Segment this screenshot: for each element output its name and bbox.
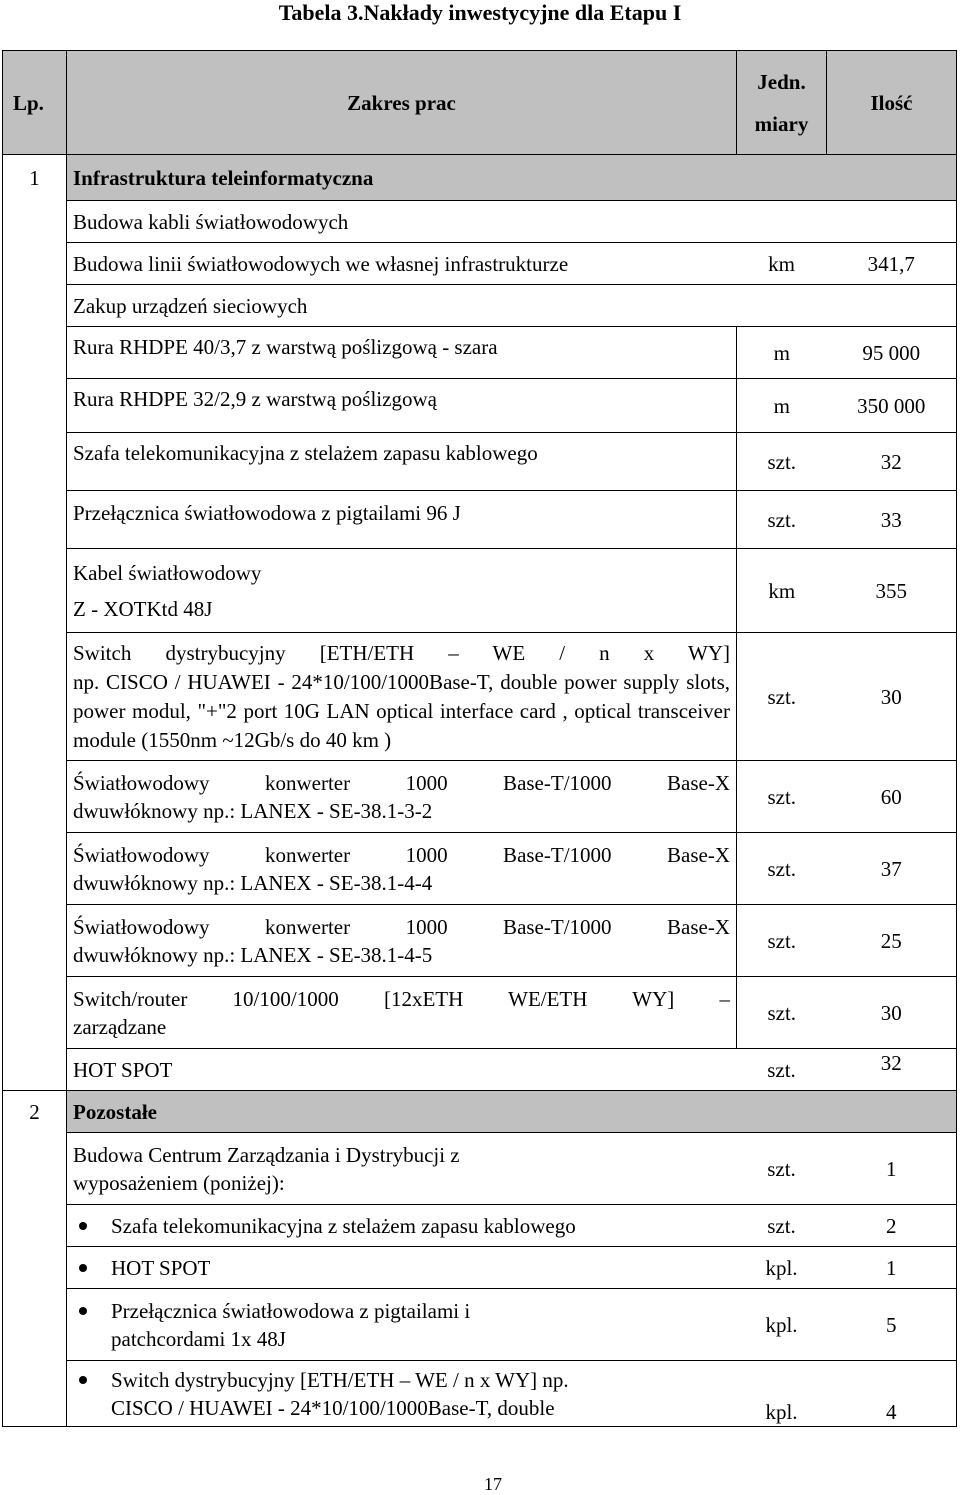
row-unit: szt. — [737, 761, 827, 833]
table-row — [3, 1049, 957, 1091]
header-scope: Zakres prac — [67, 51, 737, 155]
row-desc — [67, 1205, 737, 1247]
row-desc-line2: dwuwłóknowy np.: LANEX - SE-38.1-4-5 — [73, 942, 433, 967]
section-lp: 2 — [3, 1091, 67, 1133]
row-unit: szt. — [737, 1049, 827, 1091]
row-desc-line2: dwuwłóknowy np.: LANEX - SE-38.1-4-4 — [73, 870, 433, 895]
table-row — [3, 1205, 957, 1247]
table-row — [3, 491, 957, 549]
row-qty: 30 — [827, 633, 957, 761]
row-desc-line1: Kabel światłowodowy — [73, 560, 262, 585]
table-row — [3, 243, 957, 285]
row-qty: 95 000 — [827, 327, 957, 379]
row-desc: Rura RHDPE 32/2,9 z warstwą poślizgową — [67, 379, 737, 433]
table-row — [3, 1361, 957, 1427]
row-desc-line2: wyposażeniem (poniżej): — [73, 1170, 285, 1195]
table-row — [3, 379, 957, 433]
row-desc: Budowa kabli światłowodowych — [67, 201, 957, 243]
row-unit: szt. — [737, 433, 827, 491]
bullet-text-line1: Przełącznica światłowodowa z pigtailami i — [111, 1298, 471, 1323]
row-unit: m — [737, 379, 827, 433]
table-row — [3, 1247, 957, 1289]
row-desc — [67, 1133, 737, 1205]
row-desc — [67, 1247, 737, 1289]
table-row — [3, 433, 957, 491]
row-desc — [67, 833, 737, 905]
row-qty: 355 — [827, 549, 957, 633]
section-row — [3, 1091, 957, 1133]
table-row — [3, 549, 957, 633]
section-label: Pozostałe — [67, 1091, 957, 1133]
row-desc — [67, 1361, 737, 1427]
table-row — [3, 201, 957, 243]
bullet-text-line1: Switch dystrybucyjny [ETH/ETH – WE / n x WY] np. — [111, 1367, 569, 1392]
table-row — [3, 285, 957, 327]
row-desc — [67, 549, 737, 633]
row-qty: 37 — [827, 833, 957, 905]
row-qty: 30 — [827, 977, 957, 1049]
section-lp: 1 — [3, 155, 67, 201]
row-desc: Przełącznica światłowodowa z pigtailami 96 J — [67, 491, 737, 549]
row-qty: 4 — [827, 1361, 957, 1427]
row-unit: szt. — [737, 1205, 827, 1247]
row-desc — [67, 633, 737, 761]
bullet-icon — [79, 1222, 87, 1230]
row-qty: 1 — [827, 1133, 957, 1205]
table-row — [3, 905, 957, 977]
table-header-row — [3, 51, 957, 155]
table-row — [3, 633, 957, 761]
table-row — [3, 761, 957, 833]
table-title: Tabela 3.Nakłady inwestycyjne dla Etapu I — [278, 0, 682, 25]
table-row — [3, 1133, 957, 1205]
row-qty: 32 — [827, 433, 957, 491]
row-desc-line2: zarządzane — [73, 1014, 167, 1039]
row-qty: 350 000 — [827, 379, 957, 433]
row-desc: Budowa linii światłowodowych we własnej infrastrukturze — [67, 243, 737, 285]
bullet-text: HOT SPOT — [111, 1255, 211, 1280]
row-desc-line1: Światłowodowy konwerter 1000 Base-T/1000 Base-X — [73, 842, 730, 867]
row-qty: 5 — [827, 1289, 957, 1361]
row-desc: Rura RHDPE 40/3,7 z warstwą poślizgową - szara — [67, 327, 737, 379]
header-lp: Lp. — [3, 51, 67, 155]
section-label: Infrastruktura teleinformatyczna — [67, 155, 957, 201]
row-unit: kpl. — [737, 1247, 827, 1289]
row-desc-rest: np. CISCO / HUAWEI - 24*10/100/1000Base-T, double power supply slots, power modul, "+"2 port 10G LAN optical interface card , optical transceiver module (1550nm ~12Gb/s do 40 km ) — [73, 669, 730, 752]
row-desc-line1: Switch dystrybucyjny [ETH/ETH – WE / n x WY] — [73, 640, 730, 665]
bullet-text-line2: patchcordami 1x 48J — [111, 1326, 286, 1351]
row-desc-line1: Światłowodowy konwerter 1000 Base-T/1000 Base-X — [73, 770, 730, 795]
section-row — [3, 155, 957, 201]
row-unit: szt. — [737, 833, 827, 905]
row-qty: 60 — [827, 761, 957, 833]
header-unit — [737, 51, 827, 155]
row-qty: 1 — [827, 1247, 957, 1289]
row-unit: szt. — [737, 633, 827, 761]
row-desc — [67, 761, 737, 833]
header-qty: Ilość — [827, 51, 957, 155]
row-desc: Szafa telekomunikacyjna z stelażem zapasu kablowego — [67, 433, 737, 491]
investment-table — [2, 50, 957, 1427]
row-unit: kpl. — [737, 1289, 827, 1361]
row-desc — [67, 1289, 737, 1361]
row-unit: kpl. — [737, 1361, 827, 1427]
header-unit-line2: miary — [754, 111, 809, 136]
row-desc-line1: Switch/router 10/100/1000 [12xETH WE/ETH WY] – — [73, 986, 730, 1011]
row-unit: km — [737, 243, 827, 285]
row-desc: HOT SPOT — [67, 1049, 737, 1091]
bullet-text-line2: CISCO / HUAWEI - 24*10/100/1000Base-T, double — [111, 1395, 555, 1420]
table-row — [3, 833, 957, 905]
bullet-icon — [79, 1264, 87, 1272]
row-qty: 25 — [827, 905, 957, 977]
row-qty: 32 — [827, 1049, 957, 1091]
bullet-text: Szafa telekomunikacyjna z stelażem zapasu kablowego — [111, 1213, 576, 1238]
row-desc: Zakup urządzeń sieciowych — [67, 285, 957, 327]
row-unit: m — [737, 327, 827, 379]
row-unit: szt. — [737, 1133, 827, 1205]
row-desc — [67, 977, 737, 1049]
table-row — [3, 327, 957, 379]
row-desc — [67, 905, 737, 977]
row-qty: 33 — [827, 491, 957, 549]
bullet-icon — [79, 1376, 87, 1384]
header-unit-line1: Jedn. — [757, 69, 806, 94]
row-desc-line1: Budowa Centrum Zarządzania i Dystrybucji z — [73, 1142, 460, 1167]
page-number: 17 — [484, 1474, 502, 1494]
bullet-icon — [79, 1307, 87, 1315]
table-row — [3, 977, 957, 1049]
row-desc-line1: Światłowodowy konwerter 1000 Base-T/1000 Base-X — [73, 914, 730, 939]
row-desc-line2: Z - XOTKtd 48J — [73, 596, 213, 621]
row-qty: 2 — [827, 1205, 957, 1247]
row-unit: szt. — [737, 491, 827, 549]
table-row — [3, 1289, 957, 1361]
row-qty: 341,7 — [827, 243, 957, 285]
row-unit: km — [737, 549, 827, 633]
row-desc-line2: dwuwłóknowy np.: LANEX - SE-38.1-3-2 — [73, 798, 433, 823]
row-unit: szt. — [737, 977, 827, 1049]
row-unit: szt. — [737, 905, 827, 977]
